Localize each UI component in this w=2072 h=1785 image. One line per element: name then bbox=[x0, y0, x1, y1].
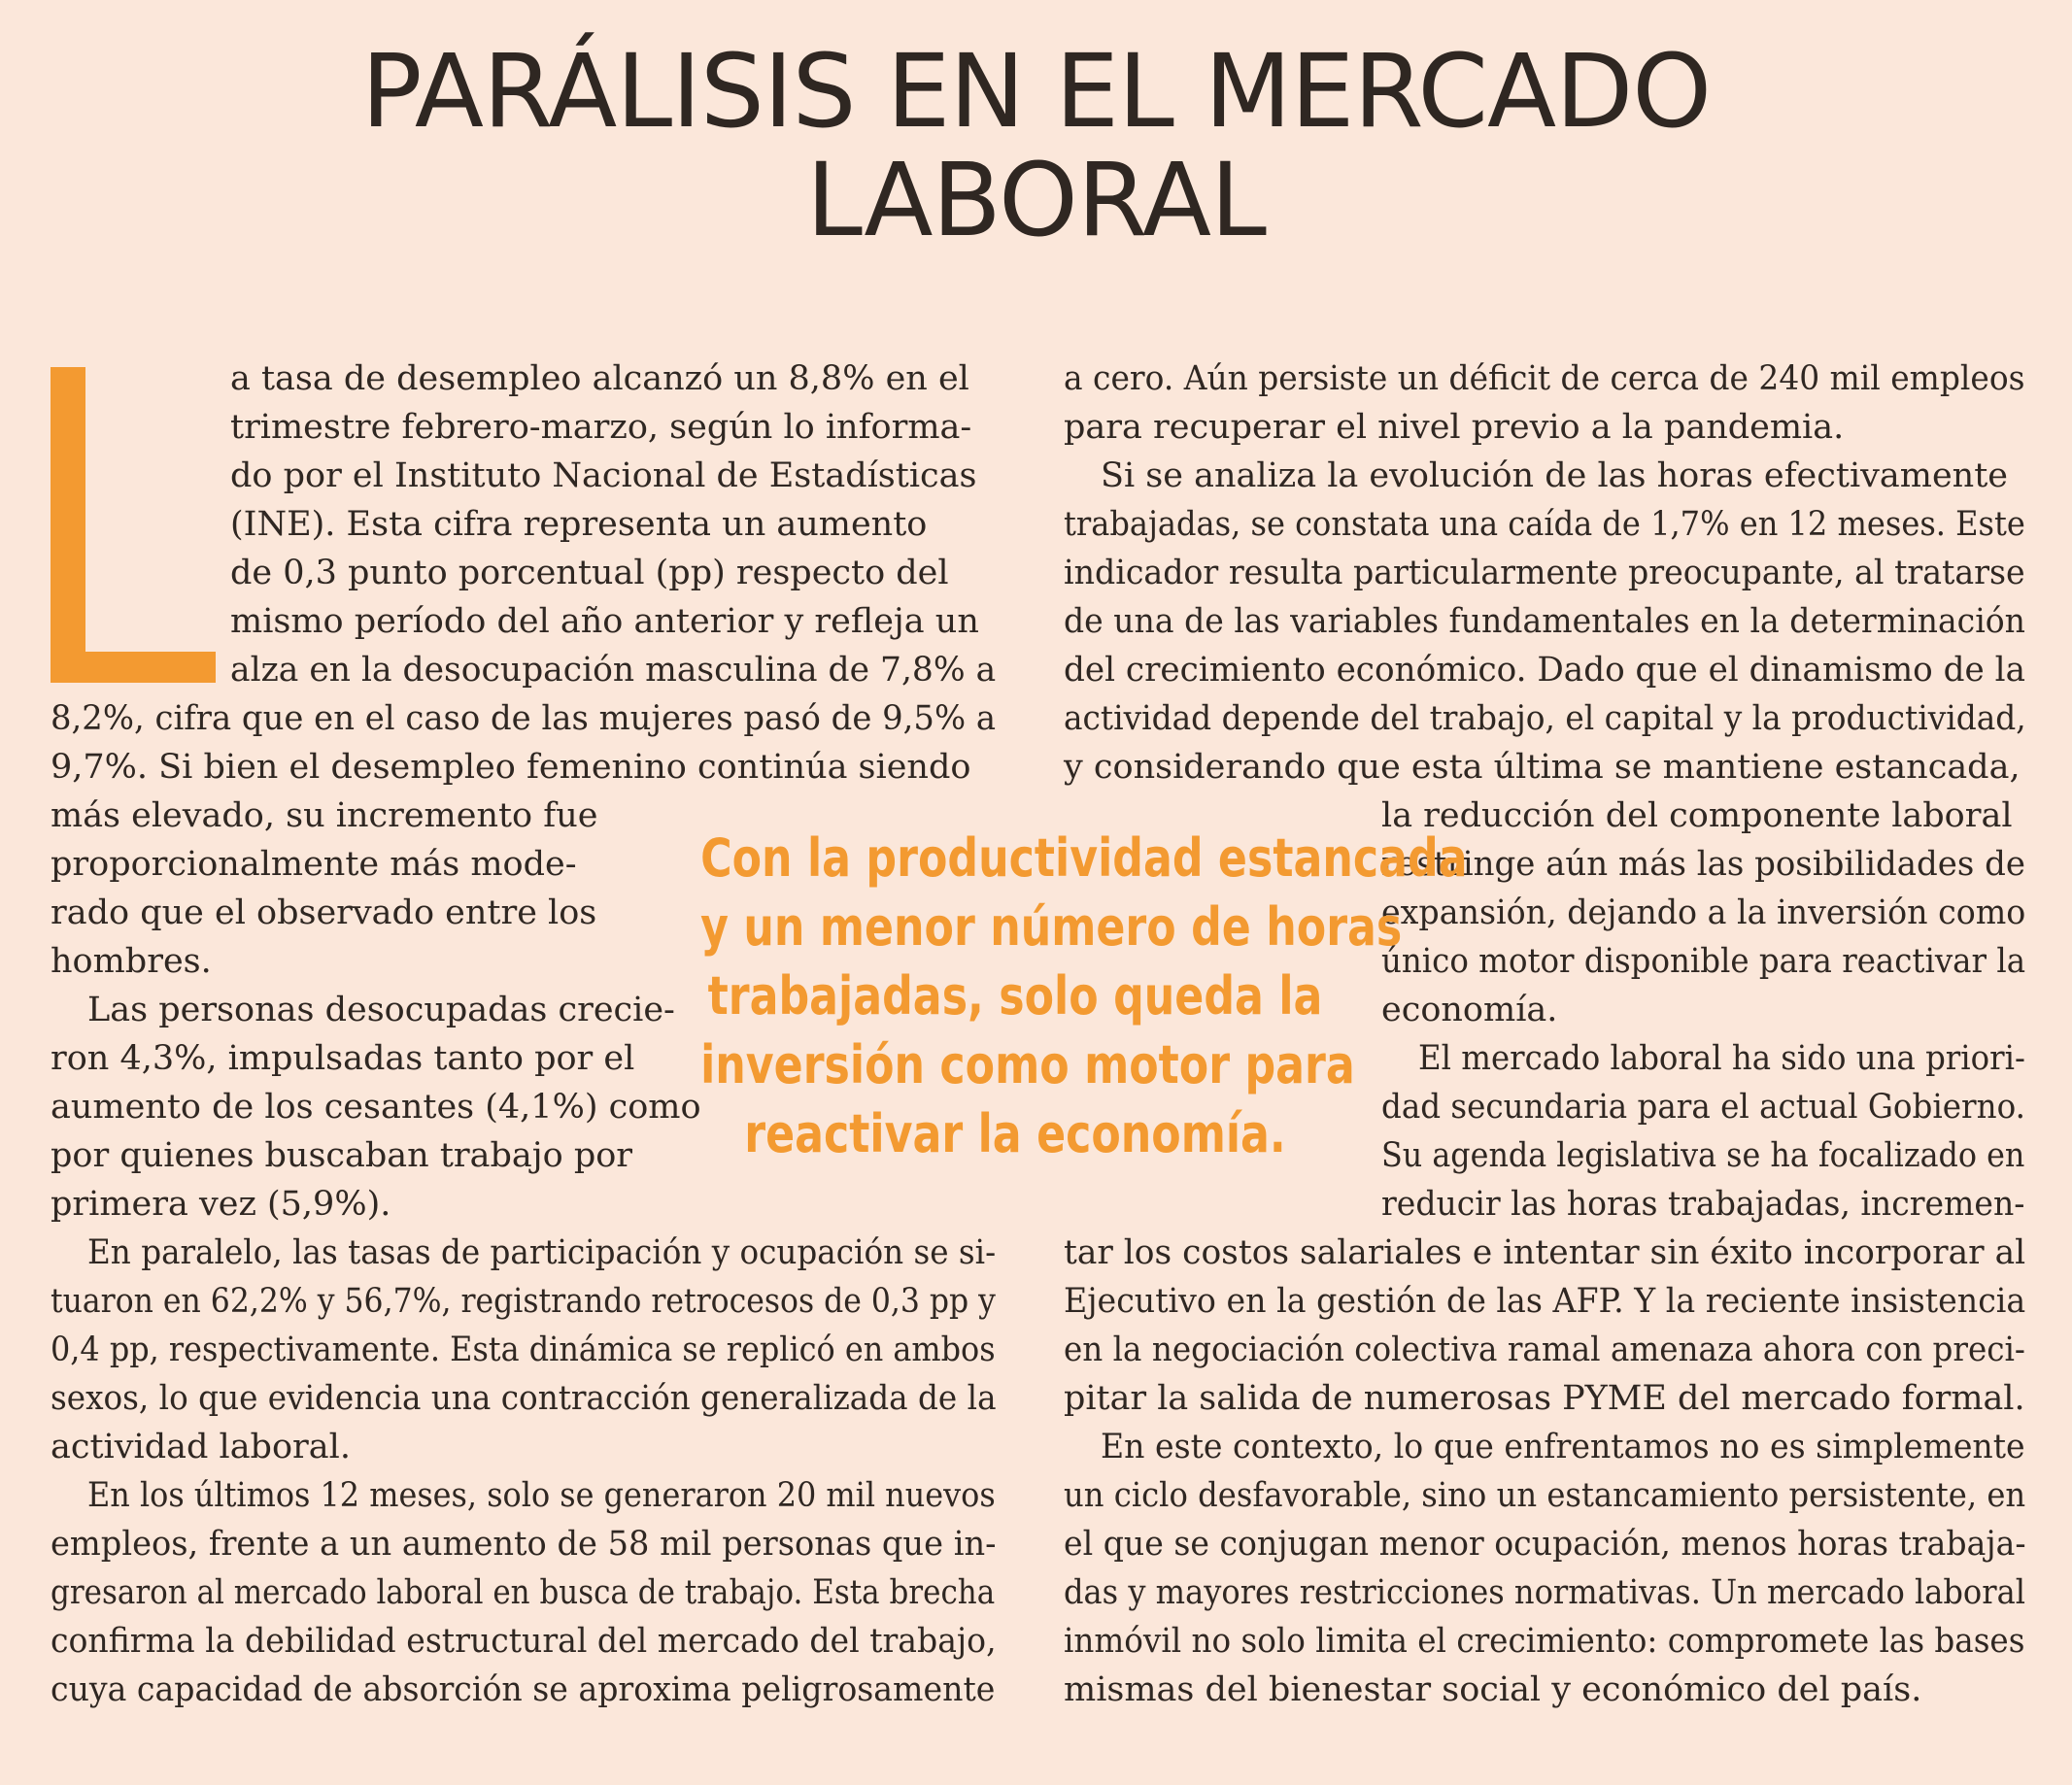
body-text-line: tar los costos salariales e intentar sin éxito incorporar al bbox=[1064, 1233, 2026, 1272]
body-text-line: sexos, lo que evidencia una contracción generalizada de la bbox=[51, 1379, 997, 1418]
body-text-line: alza en la desocupación masculina de 7,8% a bbox=[230, 651, 997, 690]
body-text-line: proporcionalmente más mode- bbox=[51, 845, 577, 884]
body-text-line: pitar la salida de numerosas PYME del mercado formal. bbox=[1064, 1379, 2025, 1418]
body-text-line: confirma la debilidad estructural del mercado del trabajo, bbox=[51, 1622, 997, 1661]
body-text-line: economía. bbox=[1381, 991, 1558, 1029]
body-text-line: En este contexto, lo que enfrentamos no es simplemente bbox=[1101, 1428, 2025, 1466]
body-text-line: do por el Instituto Nacional de Estadísticas bbox=[230, 456, 977, 495]
body-text-line: el que se conjugan menor ocupación, menos horas trabaja- bbox=[1064, 1525, 2026, 1564]
body-text-line: inmóvil no solo limita el crecimiento: compromete las bases bbox=[1064, 1622, 2025, 1661]
body-text-line: rado que el observado entre los bbox=[51, 893, 597, 932]
body-text-line: por quienes buscaban trabajo por bbox=[51, 1136, 633, 1175]
body-text-line: Su agenda legislativa se ha focalizado en bbox=[1381, 1136, 2025, 1175]
body-text-line: a tasa de desempleo alcanzó un 8,8% en el bbox=[230, 359, 969, 398]
body-text-line: gresaron al mercado laboral en busca de trabajo. Esta brecha bbox=[51, 1573, 996, 1612]
pull-quote-line: inversión como motor para bbox=[700, 1034, 1355, 1095]
body-text-line: para recuperar el nivel previo a la pandemia. bbox=[1064, 408, 1845, 447]
body-text-line: ron 4,3%, impulsadas tanto por el bbox=[51, 1039, 635, 1078]
body-text-line: El mercado laboral ha sido una priori- bbox=[1418, 1039, 2025, 1078]
body-text-line: indicador resulta particularmente preocupante, al tratarse bbox=[1064, 554, 2025, 592]
body-text-line: en la negociación colectiva ramal amenaza ahora con preci- bbox=[1064, 1330, 2025, 1369]
body-text-line: Ejecutivo en la gestión de las AFP. Y la reciente insistencia bbox=[1064, 1282, 2026, 1321]
body-text-line: (INE). Esta cifra representa un aumento bbox=[230, 505, 928, 544]
article-title bbox=[0, 32, 2072, 259]
title-line: PARÁLISIS EN EL MERCADO bbox=[360, 32, 1712, 151]
pull-quote-line: Con la productividad estancada bbox=[700, 827, 1468, 889]
body-text-line: Si se analiza la evolución de las horas efectivamente bbox=[1101, 456, 2008, 495]
body-text-line: En paralelo, las tasas de participación y ocupación se si- bbox=[87, 1233, 997, 1272]
body-text-line: dad secundaria para el actual Gobierno. bbox=[1381, 1088, 2025, 1127]
body-text-line: reducir las horas trabajadas, incremen- bbox=[1381, 1185, 2025, 1224]
body-text-line: tuaron en 62,2% y 56,7%, registrando retrocesos de 0,3 pp y bbox=[51, 1282, 996, 1321]
body-text-line: más elevado, su incremento fue bbox=[51, 796, 598, 835]
body-text-line: expansión, dejando a la inversión como bbox=[1381, 893, 2026, 932]
body-text-line: restringe aún más las posibilidades de bbox=[1381, 845, 2025, 884]
body-text-line: hombres. bbox=[51, 942, 212, 981]
body-text-line: mismo período del año anterior y refleja un bbox=[230, 602, 979, 641]
body-text-line: y considerando que esta última se mantiene estancada, bbox=[1064, 748, 2021, 787]
title-line: LABORAL bbox=[806, 141, 1266, 259]
body-text-line: actividad laboral. bbox=[51, 1428, 351, 1466]
body-text-line: trimestre febrero-marzo, según lo informa- bbox=[230, 408, 972, 447]
body-text-line: 9,7%. Si bien el desempleo femenino continúa siendo bbox=[51, 748, 971, 787]
body-text-line: actividad depende del trabajo, el capital y la productividad, bbox=[1064, 699, 2026, 738]
body-text-line: Las personas desocupadas crecie- bbox=[87, 991, 675, 1029]
body-text-line: empleos, frente a un aumento de 58 mil personas que in- bbox=[51, 1525, 997, 1564]
pull-quote bbox=[700, 824, 1468, 1168]
body-text-line: de 0,3 punto porcentual (pp) respecto del bbox=[230, 554, 949, 592]
pull-quote-line: reactivar la economía. bbox=[744, 1103, 1286, 1164]
pull-quote-line: y un menor número de horas bbox=[700, 896, 1403, 958]
body-text-line: de una de las variables fundamentales en la determinación bbox=[1064, 602, 2025, 641]
body-text-line: das y mayores restricciones normativas. Un mercado laboral bbox=[1064, 1573, 2026, 1612]
pull-quote-line: trabajadas, solo queda la bbox=[707, 965, 1323, 1027]
body-text-line: 8,2%, cifra que en el caso de las mujeres pasó de 9,5% a bbox=[51, 699, 997, 738]
body-text-line: En los últimos 12 meses, solo se generaron 20 mil nuevos bbox=[87, 1476, 996, 1515]
body-text-line: la reducción del componente laboral bbox=[1381, 796, 2013, 835]
body-text-line: 0,4 pp, respectivamente. Esta dinámica se replicó en ambos bbox=[51, 1330, 996, 1369]
body-text-line: a cero. Aún persiste un déficit de cerca de 240 mil empleos bbox=[1064, 359, 2025, 398]
body-text-line: cuya capacidad de absorción se aproxima peligrosamente bbox=[51, 1670, 996, 1709]
body-text-line: aumento de los cesantes (4,1%) como bbox=[51, 1088, 701, 1127]
body-text-line: primera vez (5,9%). bbox=[51, 1185, 391, 1224]
body-text-line: un ciclo desfavorable, sino un estancamiento persistente, en bbox=[1064, 1476, 2026, 1515]
body-text-line: trabajadas, se constata una caída de 1,7% en 12 meses. Este bbox=[1064, 505, 2025, 544]
body-text-line: único motor disponible para reactivar la bbox=[1381, 942, 2026, 981]
body-text-line: del crecimiento económico. Dado que el dinamismo de la bbox=[1064, 651, 2025, 690]
drop-cap bbox=[51, 367, 216, 683]
body-text-line: mismas del bienestar social y económico del país. bbox=[1064, 1670, 1922, 1709]
